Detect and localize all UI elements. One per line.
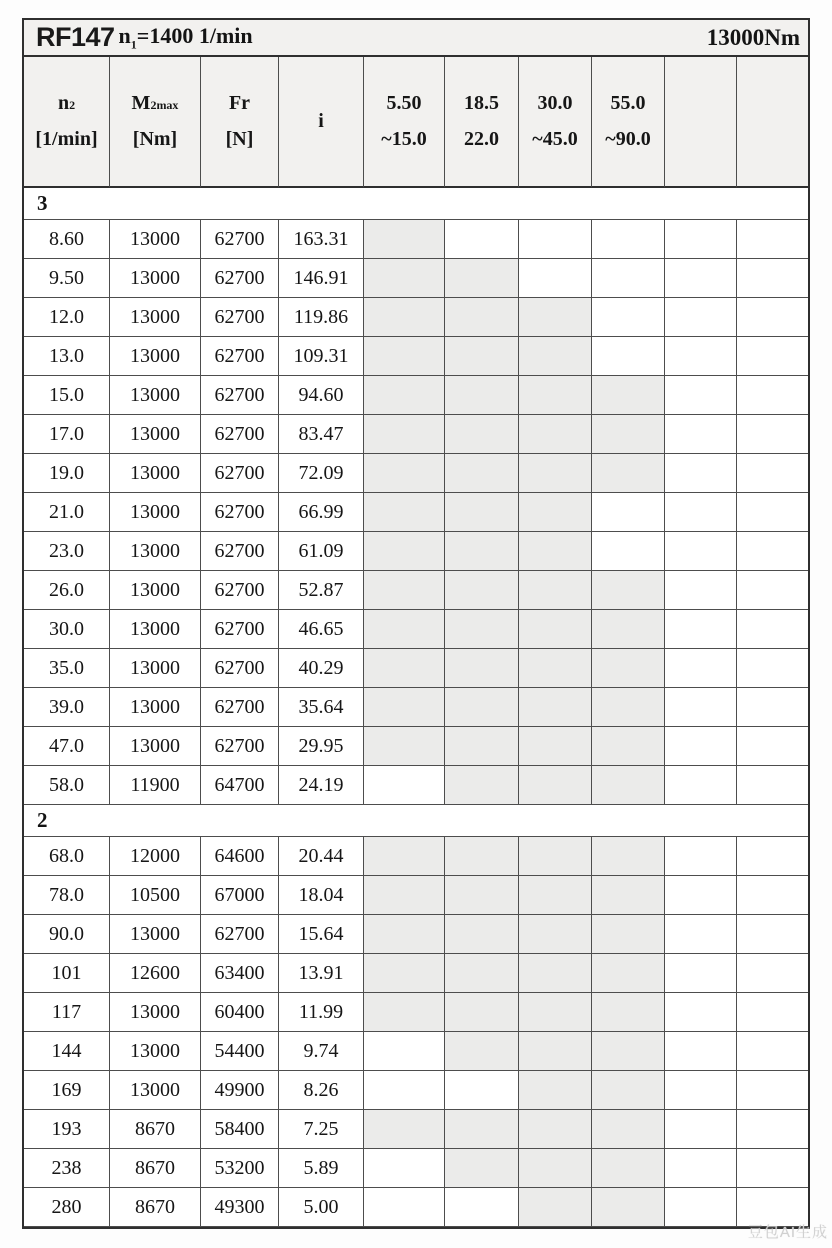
fr-cell: 62700 xyxy=(201,688,279,727)
spare-cell xyxy=(665,454,737,493)
availability-cell xyxy=(445,766,519,805)
availability-cell xyxy=(445,727,519,766)
fr-cell: 67000 xyxy=(201,876,279,915)
column-header-symbol xyxy=(611,92,646,115)
n2-cell: 13.0 xyxy=(24,337,110,376)
availability-cell xyxy=(519,1110,592,1149)
fr-cell: 62700 xyxy=(201,610,279,649)
n2-cell: 280 xyxy=(24,1188,110,1227)
availability-cell xyxy=(445,376,519,415)
m2max-cell: 11900 xyxy=(110,766,201,805)
availability-cell xyxy=(519,454,592,493)
availability-cell xyxy=(364,688,445,727)
availability-cell xyxy=(445,259,519,298)
availability-cell xyxy=(445,1071,519,1110)
n2-cell: 47.0 xyxy=(24,727,110,766)
spare-cell xyxy=(737,649,808,688)
spare-cell xyxy=(665,1110,737,1149)
m2max-cell: 13000 xyxy=(110,493,201,532)
availability-cell xyxy=(445,532,519,571)
i-cell: 66.99 xyxy=(279,493,364,532)
spare-cell xyxy=(665,298,737,337)
fr-cell: 54400 xyxy=(201,1032,279,1071)
availability-cell xyxy=(364,220,445,259)
column-header xyxy=(364,57,445,188)
availability-cell xyxy=(519,415,592,454)
spare-cell xyxy=(737,954,808,993)
column-header-symbol xyxy=(229,92,250,115)
i-cell: 29.95 xyxy=(279,727,364,766)
i-cell: 5.00 xyxy=(279,1188,364,1227)
availability-cell xyxy=(364,915,445,954)
spare-cell xyxy=(665,220,737,259)
fr-cell: 62700 xyxy=(201,915,279,954)
fr-cell: 62700 xyxy=(201,454,279,493)
availability-cell xyxy=(364,337,445,376)
availability-cell xyxy=(519,298,592,337)
i-cell: 20.44 xyxy=(279,837,364,876)
availability-cell xyxy=(445,915,519,954)
availability-cell xyxy=(592,1032,665,1071)
availability-cell xyxy=(592,415,665,454)
availability-cell xyxy=(519,259,592,298)
input-speed-label: $n_1=1400$ 1/min xyxy=(118,22,253,52)
availability-cell xyxy=(445,837,519,876)
availability-cell xyxy=(364,1110,445,1149)
m2max-cell: 13000 xyxy=(110,1071,201,1110)
i-cell: 35.64 xyxy=(279,688,364,727)
column-header-symbol xyxy=(387,92,422,115)
fr-cell: 64700 xyxy=(201,766,279,805)
spare-cell xyxy=(737,532,808,571)
fr-cell: 62700 xyxy=(201,532,279,571)
availability-cell xyxy=(519,837,592,876)
fr-cell: 62700 xyxy=(201,259,279,298)
spare-cell xyxy=(737,220,808,259)
i-cell: 52.87 xyxy=(279,571,364,610)
availability-cell xyxy=(519,493,592,532)
availability-cell xyxy=(519,571,592,610)
column-header-unit: [1/min] xyxy=(35,128,98,150)
m2max-cell: 10500 xyxy=(110,876,201,915)
availability-cell xyxy=(445,993,519,1032)
column-header-blank xyxy=(665,57,737,188)
stage-label-row: 2 xyxy=(24,805,808,837)
availability-cell xyxy=(592,376,665,415)
n2-cell: 23.0 xyxy=(24,532,110,571)
availability-cell xyxy=(519,727,592,766)
i-cell: 13.91 xyxy=(279,954,364,993)
i-cell: 9.74 xyxy=(279,1032,364,1071)
availability-cell xyxy=(445,1110,519,1149)
spare-cell xyxy=(737,688,808,727)
spare-cell xyxy=(665,688,737,727)
m2max-cell: 13000 xyxy=(110,993,201,1032)
availability-cell xyxy=(592,454,665,493)
spare-cell xyxy=(665,876,737,915)
column-header-base: 30.0 xyxy=(537,92,573,114)
availability-cell xyxy=(592,954,665,993)
spare-cell xyxy=(737,337,808,376)
availability-cell xyxy=(445,493,519,532)
availability-cell xyxy=(445,649,519,688)
n2-cell: 12.0 xyxy=(24,298,110,337)
spare-cell xyxy=(665,954,737,993)
availability-cell xyxy=(592,915,665,954)
availability-cell xyxy=(592,649,665,688)
rating-table xyxy=(22,18,810,1229)
availability-cell xyxy=(364,610,445,649)
fr-cell: 63400 xyxy=(201,954,279,993)
fr-cell: 62700 xyxy=(201,571,279,610)
i-cell: 61.09 xyxy=(279,532,364,571)
column-header-unit: ~15.0 xyxy=(381,128,427,150)
m2max-cell: 13000 xyxy=(110,571,201,610)
m2max-cell: 13000 xyxy=(110,376,201,415)
column-header-base: n xyxy=(57,92,70,114)
m2max-cell: 13000 xyxy=(110,454,201,493)
availability-cell xyxy=(445,610,519,649)
i-cell: 46.65 xyxy=(279,610,364,649)
spare-cell xyxy=(737,1032,808,1071)
column-header-base: 55.0 xyxy=(610,92,646,114)
spare-cell xyxy=(665,1032,737,1071)
availability-cell xyxy=(592,571,665,610)
rating-grid xyxy=(24,57,808,1227)
availability-cell xyxy=(519,1071,592,1110)
m2max-cell: 12000 xyxy=(110,837,201,876)
m2max-cell: 13000 xyxy=(110,415,201,454)
spare-cell xyxy=(665,1071,737,1110)
availability-cell xyxy=(519,876,592,915)
spare-cell xyxy=(665,337,737,376)
column-header xyxy=(445,57,519,188)
availability-cell xyxy=(519,688,592,727)
fr-cell: 58400 xyxy=(201,1110,279,1149)
availability-cell xyxy=(364,571,445,610)
m2max-cell: 13000 xyxy=(110,220,201,259)
m2max-cell: 8670 xyxy=(110,1188,201,1227)
spare-cell xyxy=(737,993,808,1032)
column-header-unit: 22.0 xyxy=(464,128,499,150)
spare-cell xyxy=(737,766,808,805)
availability-cell xyxy=(364,532,445,571)
spare-cell xyxy=(665,837,737,876)
max-torque-label: 13000Nm xyxy=(706,24,800,50)
spare-cell xyxy=(737,415,808,454)
n2-cell: 19.0 xyxy=(24,454,110,493)
column-header-subscript: 2max xyxy=(150,98,179,112)
n2-cell: 68.0 xyxy=(24,837,110,876)
availability-cell xyxy=(364,493,445,532)
availability-cell xyxy=(364,727,445,766)
availability-cell xyxy=(519,993,592,1032)
spare-cell xyxy=(665,610,737,649)
column-header-base: Fr xyxy=(228,92,251,114)
availability-cell xyxy=(364,1032,445,1071)
availability-cell xyxy=(519,1032,592,1071)
column-header xyxy=(519,57,592,188)
column-header-unit: ~90.0 xyxy=(605,128,651,150)
spare-cell xyxy=(665,993,737,1032)
fr-cell: 60400 xyxy=(201,993,279,1032)
table-title-bar xyxy=(24,20,808,57)
column-header xyxy=(24,57,110,188)
m2max-cell: 8670 xyxy=(110,1110,201,1149)
column-header-symbol xyxy=(538,92,573,115)
availability-cell xyxy=(592,259,665,298)
availability-cell xyxy=(364,837,445,876)
availability-cell xyxy=(364,298,445,337)
spare-cell xyxy=(665,1149,737,1188)
spare-cell xyxy=(737,571,808,610)
spare-cell xyxy=(665,1188,737,1227)
gear-unit-model: RF147 xyxy=(36,22,115,52)
availability-cell xyxy=(445,1032,519,1071)
fr-cell: 53200 xyxy=(201,1149,279,1188)
availability-cell xyxy=(592,610,665,649)
spare-cell xyxy=(737,876,808,915)
availability-cell xyxy=(364,993,445,1032)
fr-cell: 49900 xyxy=(201,1071,279,1110)
availability-cell xyxy=(445,1188,519,1227)
availability-cell xyxy=(592,688,665,727)
m2max-cell: 13000 xyxy=(110,298,201,337)
spare-cell xyxy=(665,727,737,766)
spare-cell xyxy=(665,493,737,532)
availability-cell xyxy=(592,337,665,376)
i-cell: 163.31 xyxy=(279,220,364,259)
availability-cell xyxy=(519,1188,592,1227)
column-header xyxy=(110,57,201,188)
availability-cell xyxy=(445,220,519,259)
availability-cell xyxy=(364,454,445,493)
i-cell: 8.26 xyxy=(279,1071,364,1110)
n2-cell: 35.0 xyxy=(24,649,110,688)
availability-cell xyxy=(364,1188,445,1227)
ai-watermark: 豆包AI生成 xyxy=(747,1224,828,1241)
fr-cell: 62700 xyxy=(201,493,279,532)
availability-cell xyxy=(445,337,519,376)
spare-cell xyxy=(737,376,808,415)
spare-cell xyxy=(665,649,737,688)
column-header-symbol xyxy=(318,110,324,133)
availability-cell xyxy=(519,532,592,571)
spare-cell xyxy=(737,259,808,298)
spare-cell xyxy=(737,727,808,766)
m2max-cell: 13000 xyxy=(110,727,201,766)
availability-cell xyxy=(592,1188,665,1227)
i-cell: 18.04 xyxy=(279,876,364,915)
spare-cell xyxy=(737,454,808,493)
spare-cell xyxy=(665,376,737,415)
availability-cell xyxy=(519,337,592,376)
column-header-symbol xyxy=(464,92,499,115)
n2-cell: 17.0 xyxy=(24,415,110,454)
n2-cell: 193 xyxy=(24,1110,110,1149)
n2-cell: 78.0 xyxy=(24,876,110,915)
n2-cell: 9.50 xyxy=(24,259,110,298)
n2-cell: 117 xyxy=(24,993,110,1032)
availability-cell xyxy=(592,220,665,259)
column-header-symbol xyxy=(132,92,179,115)
availability-cell xyxy=(364,876,445,915)
column-header-unit: [Nm] xyxy=(132,128,178,150)
availability-cell xyxy=(445,454,519,493)
i-cell: 7.25 xyxy=(279,1110,364,1149)
m2max-cell: 13000 xyxy=(110,337,201,376)
spare-cell xyxy=(737,610,808,649)
availability-cell xyxy=(519,649,592,688)
availability-cell xyxy=(592,766,665,805)
i-cell: 146.91 xyxy=(279,259,364,298)
column-header xyxy=(279,57,364,188)
column-header xyxy=(592,57,665,188)
i-cell: 109.31 xyxy=(279,337,364,376)
i-cell: 40.29 xyxy=(279,649,364,688)
n2-cell: 15.0 xyxy=(24,376,110,415)
fr-cell: 49300 xyxy=(201,1188,279,1227)
n2-cell: 169 xyxy=(24,1071,110,1110)
availability-cell xyxy=(445,688,519,727)
availability-cell xyxy=(592,493,665,532)
availability-cell xyxy=(445,1149,519,1188)
column-header-unit: ~45.0 xyxy=(532,128,578,150)
fr-cell: 62700 xyxy=(201,727,279,766)
n2-cell: 39.0 xyxy=(24,688,110,727)
n2-cell: 144 xyxy=(24,1032,110,1071)
availability-cell xyxy=(364,259,445,298)
spare-cell xyxy=(665,915,737,954)
m2max-cell: 13000 xyxy=(110,649,201,688)
i-cell: 119.86 xyxy=(279,298,364,337)
m2max-cell: 13000 xyxy=(110,1032,201,1071)
availability-cell xyxy=(592,1071,665,1110)
m2max-cell: 13000 xyxy=(110,259,201,298)
column-header-base: i xyxy=(318,110,324,132)
n2-cell: 101 xyxy=(24,954,110,993)
availability-cell xyxy=(519,376,592,415)
availability-cell xyxy=(592,876,665,915)
availability-cell xyxy=(364,1149,445,1188)
availability-cell xyxy=(519,915,592,954)
m2max-cell: 13000 xyxy=(110,532,201,571)
availability-cell xyxy=(519,1149,592,1188)
availability-cell xyxy=(592,993,665,1032)
m2max-cell: 8670 xyxy=(110,1149,201,1188)
i-cell: 94.60 xyxy=(279,376,364,415)
fr-cell: 62700 xyxy=(201,376,279,415)
n2-cell: 8.60 xyxy=(24,220,110,259)
column-header-unit: [N] xyxy=(225,128,254,150)
availability-cell xyxy=(519,766,592,805)
fr-cell: 64600 xyxy=(201,837,279,876)
n2-cell: 21.0 xyxy=(24,493,110,532)
i-cell: 15.64 xyxy=(279,915,364,954)
m2max-cell: 13000 xyxy=(110,688,201,727)
availability-cell xyxy=(364,415,445,454)
column-header xyxy=(201,57,279,188)
m2max-cell: 12600 xyxy=(110,954,201,993)
i-cell: 24.19 xyxy=(279,766,364,805)
fr-cell: 62700 xyxy=(201,337,279,376)
n2-cell: 90.0 xyxy=(24,915,110,954)
i-cell: 11.99 xyxy=(279,993,364,1032)
spare-cell xyxy=(665,259,737,298)
i-cell: 72.09 xyxy=(279,454,364,493)
spare-cell xyxy=(737,1071,808,1110)
availability-cell xyxy=(592,1149,665,1188)
spare-cell xyxy=(665,532,737,571)
availability-cell xyxy=(592,298,665,337)
n2-cell: 30.0 xyxy=(24,610,110,649)
availability-cell xyxy=(445,876,519,915)
spare-cell xyxy=(737,1149,808,1188)
availability-cell xyxy=(364,1071,445,1110)
availability-cell xyxy=(445,298,519,337)
spare-cell xyxy=(737,837,808,876)
fr-cell: 62700 xyxy=(201,415,279,454)
availability-cell xyxy=(519,610,592,649)
fr-cell: 62700 xyxy=(201,649,279,688)
availability-cell xyxy=(592,727,665,766)
n2-cell: 238 xyxy=(24,1149,110,1188)
spare-cell xyxy=(737,1110,808,1149)
i-cell: 83.47 xyxy=(279,415,364,454)
availability-cell xyxy=(445,571,519,610)
column-header-base: 5.50 xyxy=(386,92,422,114)
availability-cell xyxy=(519,954,592,993)
stage-label-row: 3 xyxy=(24,188,808,220)
spare-cell xyxy=(665,571,737,610)
column-header-symbol xyxy=(58,92,75,115)
spare-cell xyxy=(665,766,737,805)
availability-cell xyxy=(445,954,519,993)
spare-cell xyxy=(737,298,808,337)
column-header-subscript: 2 xyxy=(69,98,76,112)
availability-cell xyxy=(592,532,665,571)
column-header-blank xyxy=(737,57,808,188)
column-header-base: 18.5 xyxy=(464,92,499,114)
fr-cell: 62700 xyxy=(201,298,279,337)
n2-cell: 58.0 xyxy=(24,766,110,805)
availability-cell xyxy=(592,1110,665,1149)
availability-cell xyxy=(445,415,519,454)
i-cell: 5.89 xyxy=(279,1149,364,1188)
n2-cell: 26.0 xyxy=(24,571,110,610)
spare-cell xyxy=(665,415,737,454)
availability-cell xyxy=(592,837,665,876)
column-header-base: M xyxy=(131,92,151,114)
m2max-cell: 13000 xyxy=(110,915,201,954)
availability-cell xyxy=(364,376,445,415)
availability-cell xyxy=(364,954,445,993)
m2max-cell: 13000 xyxy=(110,610,201,649)
spare-cell xyxy=(737,493,808,532)
availability-cell xyxy=(519,220,592,259)
fr-cell: 62700 xyxy=(201,220,279,259)
availability-cell xyxy=(364,649,445,688)
spare-cell xyxy=(737,915,808,954)
availability-cell xyxy=(364,766,445,805)
